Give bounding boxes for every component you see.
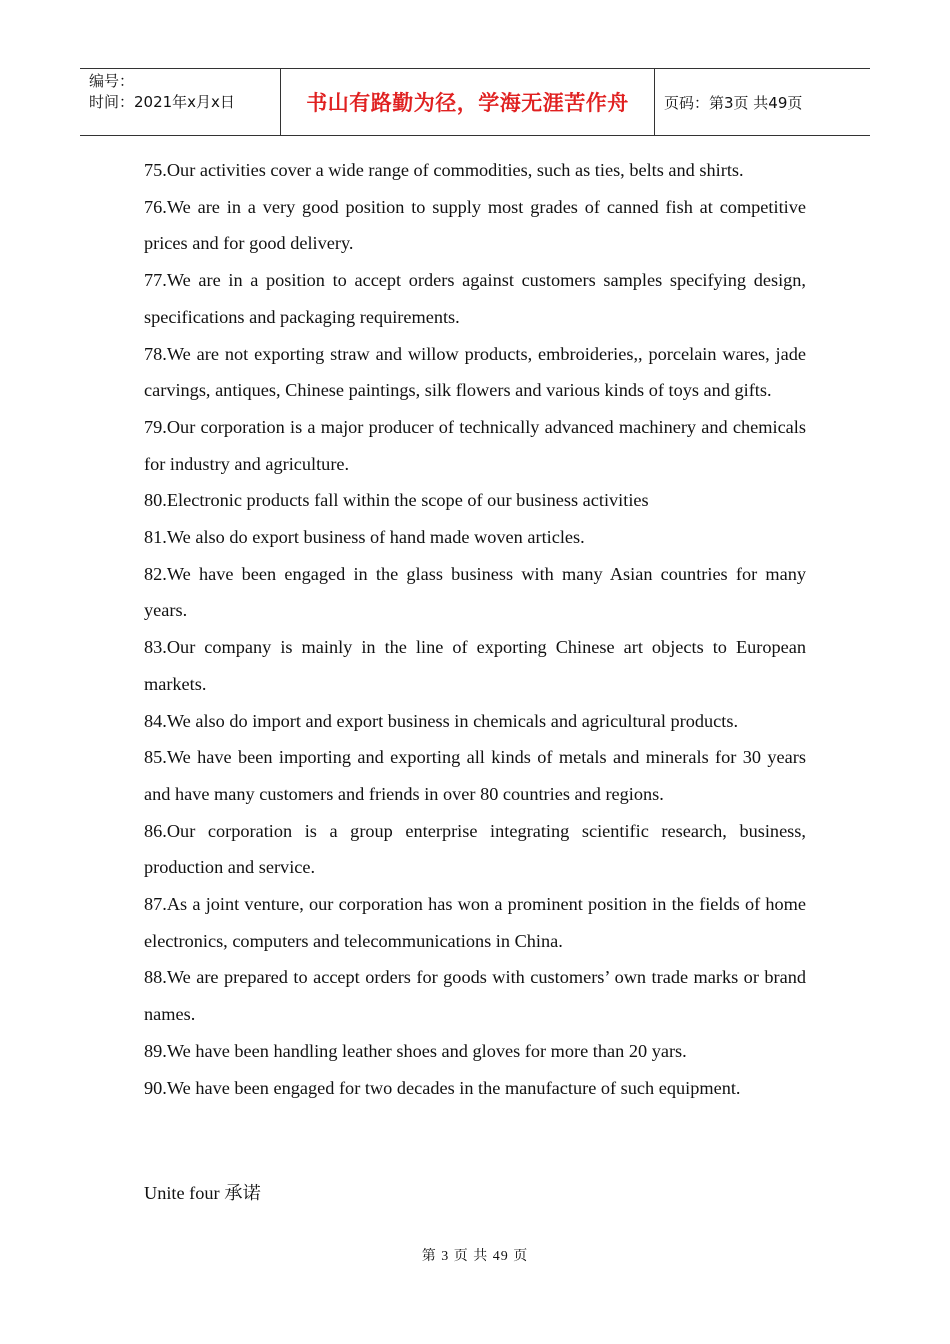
motto: 书山有路勤为径，学海无涯苦作舟 [306, 91, 629, 115]
page-footer: 第 3 页 共 49 页 [421, 1249, 529, 1264]
paragraph: 81.We also do export business of hand made woven articles. [144, 527, 585, 548]
paragraph: 82.We have been engaged in the glass business with many Asian countries for many years. [144, 563, 806, 621]
paragraph: 88.We are prepared to accept orders for goods with customers’ own trade marks or brand names. [144, 967, 806, 1025]
number-label: 编号： [89, 72, 135, 90]
page-header [80, 68, 870, 136]
paragraph: 78.We are not exporting straw and willow products, embroideries,, porcelain wares, jade carvings, antiques, Chinese paintings, silk flowers and various kinds of toys and gifts. [144, 343, 806, 401]
header-page-cell [655, 69, 870, 135]
header-motto-cell [281, 69, 655, 135]
paragraph: 76.We are in a very good position to supply most grades of canned fish at competitive prices and for good delivery. [144, 196, 806, 254]
document-body [144, 152, 806, 1106]
time-label: 时间：2021年x月x日 [89, 93, 235, 111]
paragraph: 90.We have been engaged for two decades in the manufacture of such equipment. [144, 1077, 741, 1098]
paragraph: 75.Our activities cover a wide range of commodities, such as ties, belts and shirts. [144, 160, 744, 180]
paragraph: 79.Our corporation is a major producer of technically advanced machinery and chemicals for industry and agriculture. [144, 416, 806, 474]
page-label: 页码：第3页 共49页 [664, 93, 803, 112]
paragraph: 85.We have been importing and exporting all kinds of metals and minerals for 30 years and have many customers and friends in over 80 countries and regions. [144, 747, 806, 804]
paragraph: 83.Our company is mainly in the line of exporting Chinese art objects to European markets. [144, 637, 806, 694]
paragraph: 77.We are in a position to accept orders against customers samples specifying design, specifications and packaging requirements. [144, 270, 806, 327]
paragraph: 87.As a joint venture, our corporation has won a prominent position in the fields of home electronics, computers and telecommunications in China. [144, 894, 806, 951]
section-title: Unite four 承诺 [144, 1183, 261, 1203]
paragraph: 86.Our corporation is a group enterprise integrating scientific research, business, production and service. [144, 820, 806, 878]
paragraph: 89.We have been handling leather shoes and gloves for more than 20 yars. [144, 1040, 687, 1061]
paragraph: 80.Electronic products fall within the scope of our business activities [144, 490, 649, 511]
paragraph: 84.We also do import and export business in chemicals and agricultural products. [144, 710, 739, 731]
header-meta [80, 69, 281, 135]
